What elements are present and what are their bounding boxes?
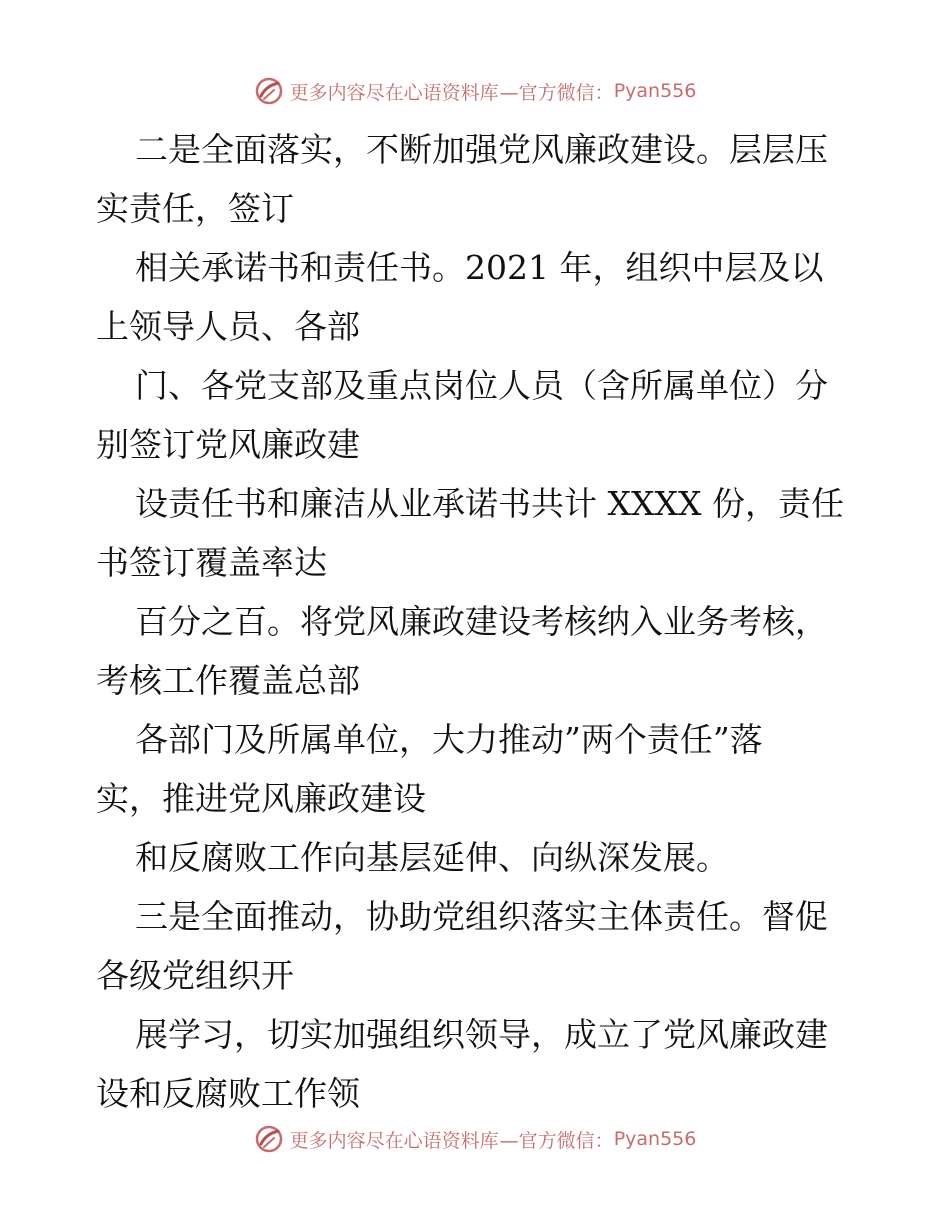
watermark-separator: —官方微信： [499,81,614,104]
paragraph-line: 各级党组织开 [96,956,294,995]
brush-stroke-logo-icon [254,1124,284,1154]
paragraph-line: 实，推进党风廉政建设 [96,779,426,818]
paragraph-line: 百分之百。将党风廉政建设考核纳入业务考核， [135,602,828,641]
paragraph-line: 设责任书和廉洁从业承诺书共计 XXXX 份，责任 [135,484,844,523]
brush-stroke-logo-icon [254,76,284,106]
paragraph-line: 二是全面落实，不断加强党风廉政建设。层层压 [135,130,828,169]
watermark-text: 更多内容尽在心语资料库 [289,81,499,104]
paragraph-line: 实责任，签订 [96,189,294,228]
watermark-handle: Pyan556 [613,1128,697,1150]
paragraph-line: 考核工作覆盖总部 [96,661,360,700]
watermark-text: 更多内容尽在心语资料库 [289,1129,499,1152]
paragraph-line: 展学习，切实加强组织领导，成立了党风廉政建 [135,1015,828,1054]
paragraph-line: 设和反腐败工作领 [96,1074,360,1113]
paragraph-line: 门、各党支部及重点岗位人员（含所属单位）分 [135,366,828,405]
paragraph-line: 上领导人员、各部 [96,307,360,346]
paragraph-line: 和反腐败工作向基层延伸、向纵深发展。 [135,838,729,877]
paragraph-line: 书签订覆盖率达 [96,543,327,582]
paragraph-line: 各部门及所属单位，大力推动”两个责任”落 [135,720,763,759]
paragraph-line: 三是全面推动，协助党组织落实主体责任。督促 [135,897,828,936]
paragraph-line: 别签订党风廉政建 [96,425,360,464]
watermark-separator: —官方微信： [499,1129,614,1152]
document-body [96,120,856,1123]
paragraph-line: 相关承诺书和责任书。2021 年，组织中层及以 [135,248,824,287]
watermark-handle: Pyan556 [613,80,697,102]
footer-watermark [0,1122,950,1156]
header-watermark [0,74,950,108]
